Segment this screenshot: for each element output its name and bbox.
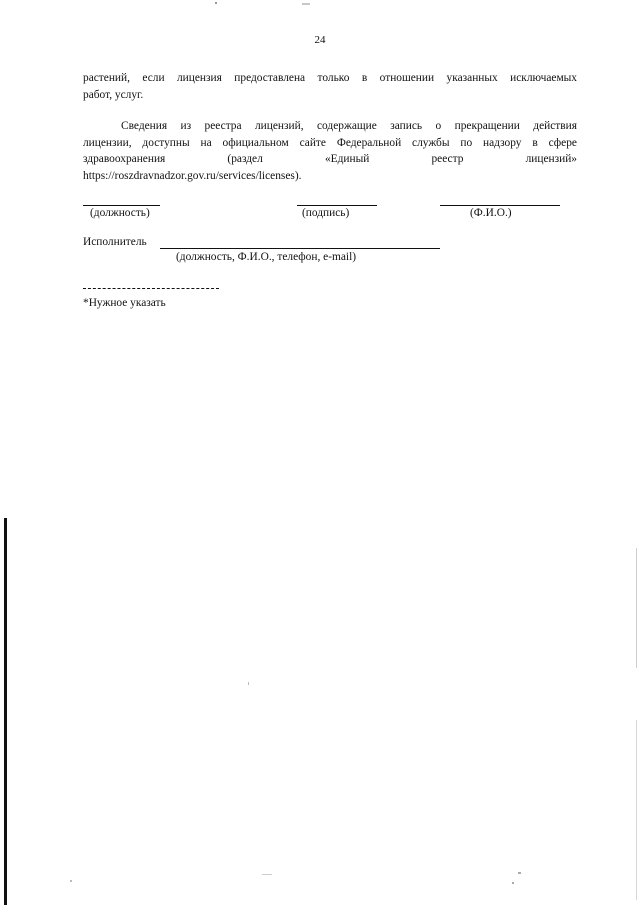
signature-line bbox=[297, 205, 377, 206]
paragraph-line: https://roszdravnadzor.gov.ru/services/licenses). bbox=[83, 169, 302, 182]
footnote-text: *Нужное указать bbox=[83, 297, 166, 309]
footnote-divider bbox=[83, 288, 219, 289]
scan-speck bbox=[636, 720, 637, 900]
page-number: 24 bbox=[314, 34, 326, 46]
paragraph-continuation bbox=[83, 70, 577, 103]
paragraph-line: Сведения из реестра лицензий, содержащие запись о прекращении действия bbox=[121, 120, 577, 132]
executor-line bbox=[160, 248, 440, 249]
position-label: (должность) bbox=[90, 207, 150, 219]
paragraph-line: растений, если лицензия предоставлена только в отношении указанных исключаемых bbox=[83, 72, 577, 84]
signature-label: (подпись) bbox=[302, 207, 350, 219]
paragraph-line: здравоохранения (раздел «Единый реестр лицензий» bbox=[83, 153, 577, 165]
scan-speck bbox=[262, 874, 272, 875]
scan-speck bbox=[302, 3, 310, 5]
paragraph-line: лицензии, доступны на официальном сайте Федеральной службы по надзору в сфере bbox=[83, 136, 577, 149]
name-signature-line bbox=[440, 205, 560, 206]
scan-speck bbox=[215, 2, 217, 4]
scan-edge-mark bbox=[4, 518, 7, 905]
scan-speck bbox=[636, 548, 637, 668]
paragraph-line: работ, услуг. bbox=[83, 88, 144, 101]
scan-speck bbox=[248, 682, 249, 685]
name-label: (Ф.И.О.) bbox=[470, 207, 512, 219]
executor-label: Исполнитель bbox=[83, 236, 147, 248]
scan-speck bbox=[70, 880, 72, 882]
scan-speck bbox=[518, 872, 521, 874]
scan-speck bbox=[512, 882, 514, 884]
executor-hint: (должность, Ф.И.О., телефон, e-mail) bbox=[176, 251, 357, 263]
paragraph-registry-info bbox=[83, 118, 577, 184]
position-signature-line bbox=[83, 205, 160, 206]
